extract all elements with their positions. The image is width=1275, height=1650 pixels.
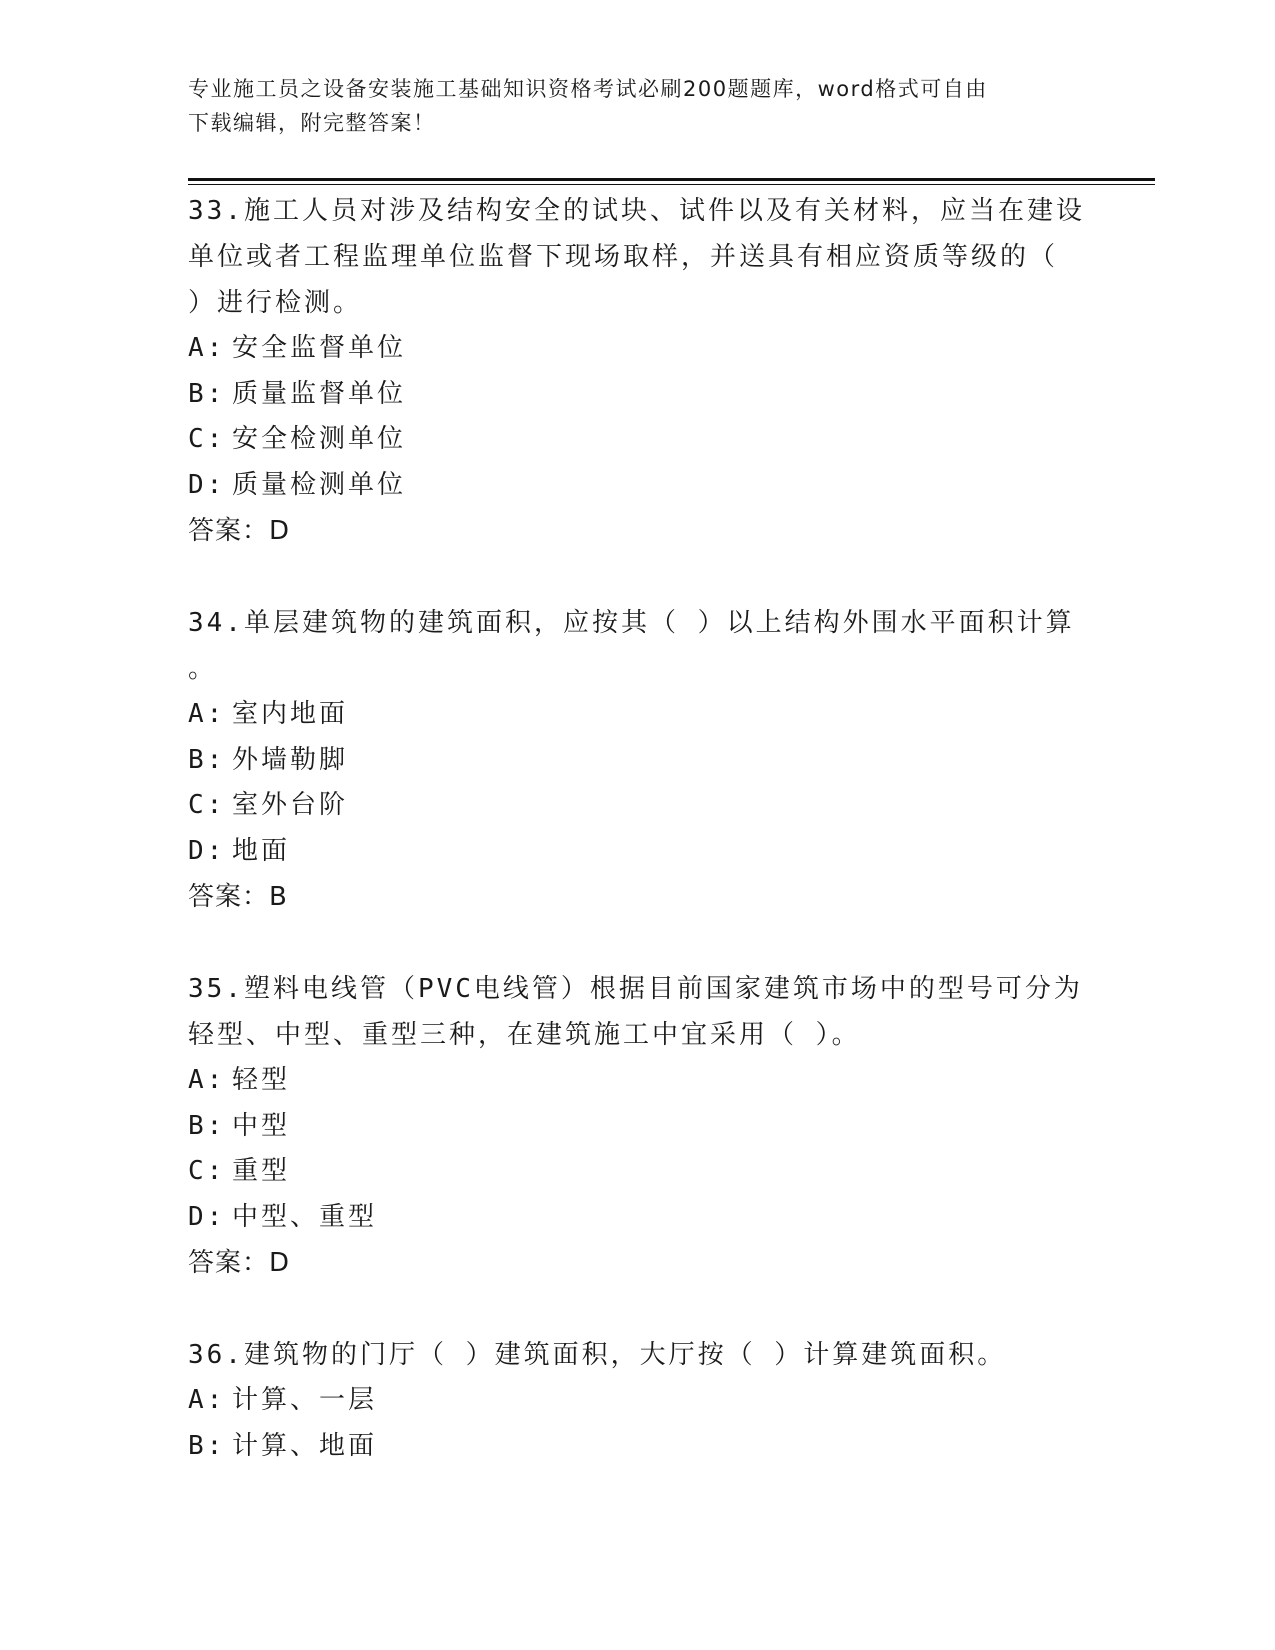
question-text-line: 单位或者工程监理单位监督下现场取样，并送具有相应资质等级的（ xyxy=(188,242,1059,272)
question-block xyxy=(188,1332,1088,1469)
question-text-line: 34.单层建筑物的建筑面积，应按其（ ）以上结构外围水平面积计算 xyxy=(188,608,1075,638)
question-text-line: 轻型、中型、重型三种，在建筑施工中宜采用（ ）。 xyxy=(188,1020,861,1050)
answer-option xyxy=(188,417,1088,463)
answer-option xyxy=(188,372,1088,418)
option-key: D: xyxy=(188,1201,226,1232)
question-text-line: ）进行检测。 xyxy=(188,288,363,318)
answer-line: 答案：D xyxy=(188,516,291,546)
option-key: D: xyxy=(188,469,226,500)
option-key: B: xyxy=(188,378,226,409)
answer-option xyxy=(188,1058,1088,1104)
answer-option xyxy=(188,738,1088,784)
option-text: 室内地面 xyxy=(232,699,349,729)
option-key: B: xyxy=(188,744,226,775)
option-key: B: xyxy=(188,1110,226,1141)
answer-line: 答案：D xyxy=(188,1248,291,1278)
option-key: C: xyxy=(188,1156,226,1186)
answer-option xyxy=(188,1424,1088,1470)
option-text: 计算、地面 xyxy=(232,1430,378,1461)
answer-option xyxy=(188,1104,1088,1150)
option-text: 中型、重型 xyxy=(232,1201,378,1232)
option-key: A: xyxy=(188,1065,226,1095)
option-text: 重型 xyxy=(232,1156,291,1186)
option-key: C: xyxy=(188,790,226,820)
option-text: 安全监督单位 xyxy=(232,333,407,363)
question-block xyxy=(188,600,1088,920)
answer-option xyxy=(188,1195,1088,1241)
answer-option xyxy=(188,783,1088,829)
option-text: 质量检测单位 xyxy=(232,469,407,500)
question-list xyxy=(188,188,1088,1515)
option-text: 轻型 xyxy=(232,1065,291,1095)
answer-option xyxy=(188,1378,1088,1424)
answer-option xyxy=(188,829,1088,875)
option-text: 地面 xyxy=(232,835,291,866)
option-text: 质量监督单位 xyxy=(232,378,407,409)
header-divider-thin xyxy=(188,184,1155,185)
header-line-1: 专业施工员之设备安装施工基础知识资格考试必刷200题题库，word格式可自由 xyxy=(188,77,988,101)
option-text: 中型 xyxy=(232,1110,291,1141)
option-key: D: xyxy=(188,835,226,866)
question-text-line: 33.施工人员对涉及结构安全的试块、试件以及有关材料，应当在建设 xyxy=(188,196,1085,226)
header-divider-thick xyxy=(188,178,1155,181)
option-text: 安全检测单位 xyxy=(232,424,407,454)
option-key: B: xyxy=(188,1430,226,1461)
option-key: A: xyxy=(188,699,226,729)
question-text-line: 35.塑料电线管（PVC电线管）根据目前国家建筑市场中的型号可分为 xyxy=(188,974,1083,1004)
answer-line: 答案：B xyxy=(188,882,288,912)
answer-option xyxy=(188,326,1088,372)
option-text: 外墙勒脚 xyxy=(232,744,349,775)
option-key: A: xyxy=(188,333,226,363)
answer-option xyxy=(188,692,1088,738)
option-key: C: xyxy=(188,424,226,454)
header-line-2: 下载编辑，附完整答案！ xyxy=(188,111,436,135)
document-header xyxy=(188,72,1068,140)
option-text: 室外台阶 xyxy=(232,790,349,820)
answer-option xyxy=(188,1149,1088,1195)
option-text: 计算、一层 xyxy=(232,1385,378,1415)
answer-option xyxy=(188,463,1088,509)
question-block xyxy=(188,188,1088,554)
question-text-line: 36.建筑物的门厅（ ）建筑面积，大厅按（ ）计算建筑面积。 xyxy=(188,1340,1007,1370)
option-key: A: xyxy=(188,1385,226,1415)
question-text-line: 。 xyxy=(188,654,218,684)
question-block xyxy=(188,966,1088,1286)
